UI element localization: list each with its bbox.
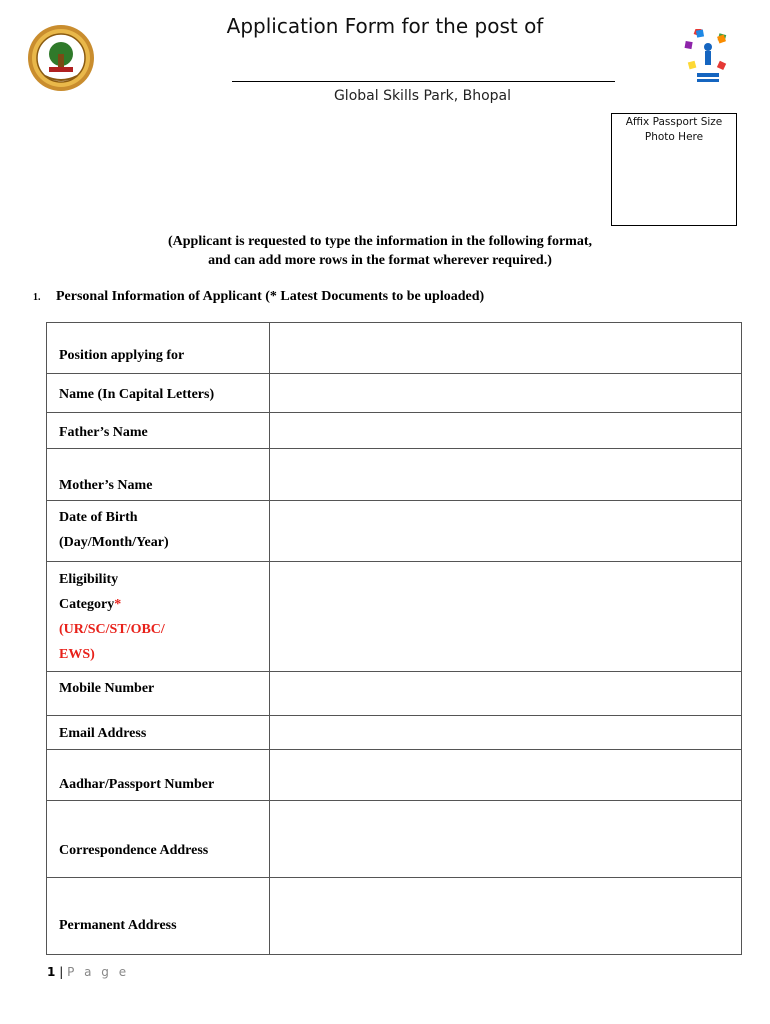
- instruction-line-2: and can add more rows in the format wherever required.): [208, 253, 552, 268]
- footer-separator: |: [59, 965, 64, 979]
- table-row: [47, 878, 742, 955]
- table-row: [47, 716, 742, 750]
- category-text: Category: [59, 597, 115, 612]
- row-label: Permanent Address: [47, 878, 270, 955]
- category-field[interactable]: [270, 562, 742, 672]
- instructions: [70, 232, 690, 270]
- dob-label: Date of Birth: [59, 510, 138, 525]
- dob-field[interactable]: [270, 501, 742, 562]
- name-field[interactable]: [270, 374, 742, 413]
- required-asterisk: *: [114, 597, 122, 612]
- row-label: Mother’s Name: [47, 449, 270, 501]
- table-row: [47, 501, 742, 562]
- row-label: Position applying for: [47, 323, 270, 374]
- eligibility-label: Eligibility: [59, 572, 119, 587]
- table-row: [47, 374, 742, 413]
- table-row: [47, 750, 742, 801]
- page-number: 1: [47, 965, 56, 979]
- row-label: Email Address: [47, 716, 270, 750]
- mobile-field[interactable]: [270, 672, 742, 716]
- category-label: [59, 592, 269, 617]
- correspondence-address-field[interactable]: [270, 801, 742, 878]
- section-number: 1.: [33, 292, 41, 303]
- passport-photo-box: Affix Passport Size Photo Here: [611, 113, 737, 226]
- mp-state-emblem-icon: [27, 24, 95, 92]
- table-row: [47, 801, 742, 878]
- row-label: [47, 501, 270, 562]
- email-field[interactable]: [270, 716, 742, 750]
- category-options-line-2: EWS): [59, 647, 95, 662]
- aadhar-passport-field[interactable]: [270, 750, 742, 801]
- row-label: Aadhar/Passport Number: [47, 750, 270, 801]
- page-footer: [47, 965, 129, 979]
- table-row: [47, 413, 742, 449]
- instruction-line-1: (Applicant is requested to type the information in the following format,: [168, 234, 592, 249]
- global-skills-park-logo-icon: [671, 29, 745, 89]
- form-title: Application Form for the post of: [226, 14, 544, 38]
- table-row: [47, 449, 742, 501]
- permanent-address-field[interactable]: [270, 878, 742, 955]
- row-label: [47, 562, 270, 672]
- position-field[interactable]: [270, 323, 742, 374]
- organisation-name: Global Skills Park, Bhopal: [333, 88, 512, 104]
- row-label: Correspondence Address: [47, 801, 270, 878]
- personal-info-table: [46, 322, 742, 955]
- father-name-field[interactable]: [270, 413, 742, 449]
- table-row: [47, 323, 742, 374]
- category-options-line-1: (UR/SC/ST/OBC/: [59, 622, 165, 637]
- row-label: Mobile Number: [47, 672, 270, 716]
- table-row: [47, 562, 742, 672]
- dob-format-label: (Day/Month/Year): [59, 535, 169, 550]
- section-title: Personal Information of Applicant (* Latest Documents to be uploaded): [56, 289, 485, 304]
- mother-name-field[interactable]: [270, 449, 742, 501]
- page-word: P a g e: [67, 965, 130, 979]
- row-label: Father’s Name: [47, 413, 270, 449]
- post-name-line: [232, 81, 615, 82]
- row-label: Name (In Capital Letters): [47, 374, 270, 413]
- table-row: [47, 672, 742, 716]
